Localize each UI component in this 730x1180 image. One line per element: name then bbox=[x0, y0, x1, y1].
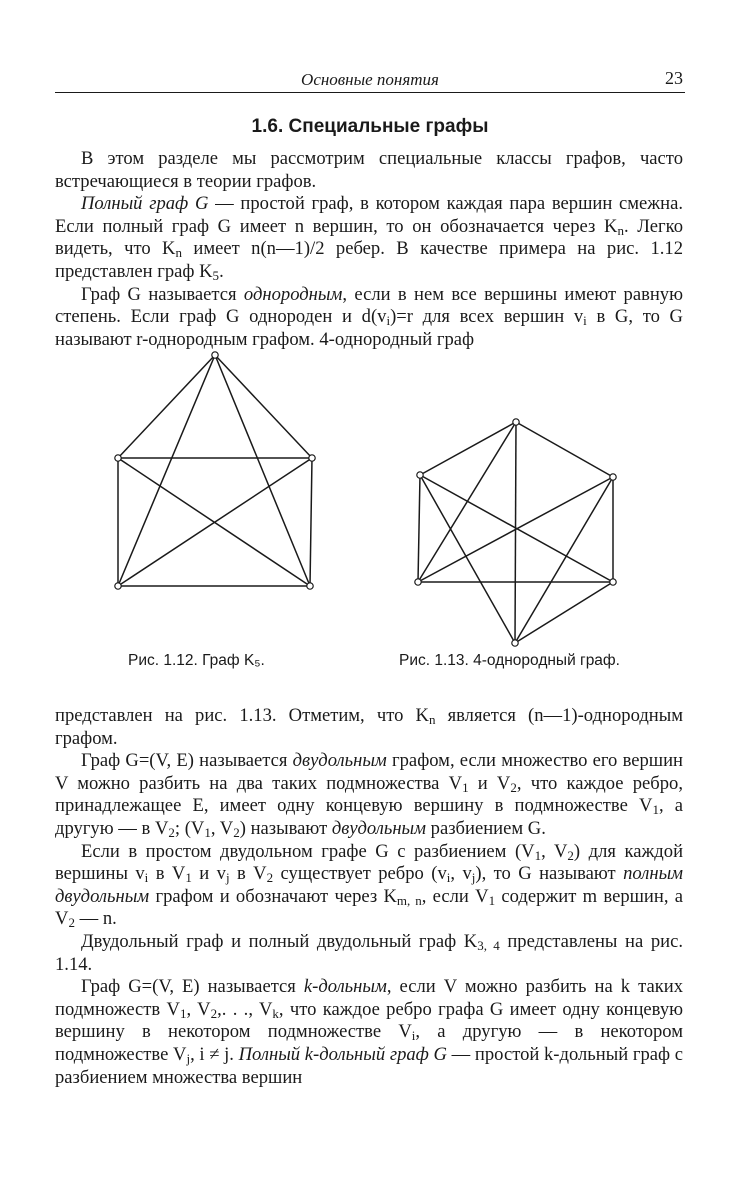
subscript: 2 bbox=[168, 824, 175, 840]
vertex bbox=[417, 472, 423, 478]
running-header bbox=[55, 68, 685, 93]
subscript: 2 bbox=[233, 824, 240, 840]
edge bbox=[215, 355, 312, 458]
text-run: содержит m вершин, а V bbox=[55, 885, 684, 930]
text-run: имеет n(n—1)/2 ребер. В качестве примера на рис. 1.12 представлен граф K bbox=[55, 238, 684, 282]
edge bbox=[118, 355, 215, 458]
subscript: 3, 4 bbox=[477, 937, 500, 953]
term-bipartite: двудольным bbox=[292, 750, 387, 772]
page-number: 23 bbox=[665, 68, 683, 88]
subscript: k bbox=[272, 1005, 279, 1021]
subscript: 1 bbox=[534, 847, 542, 863]
term-complete-k-partite: Полный k-дольный граф G bbox=[238, 1043, 447, 1065]
text-run: , V bbox=[541, 840, 568, 862]
term-bipartition: двудольным bbox=[331, 817, 427, 839]
subscript: n bbox=[175, 245, 182, 261]
subscript: j bbox=[471, 870, 476, 886]
text-block-top bbox=[55, 148, 683, 351]
subscript: 2 bbox=[210, 1005, 218, 1021]
text-run: ) для каждой вершины v bbox=[55, 840, 684, 885]
paragraph-intro: В этом разделе мы рассмотрим специальные классы графов, часто встречающиеся в теории графов. bbox=[55, 148, 683, 192]
subscript: i bbox=[411, 1028, 416, 1044]
paragraph-complete-graph bbox=[55, 193, 683, 283]
text-run: ), то G называют bbox=[475, 863, 624, 885]
text-run: , что каждое ребро графа G имеет одну концевую вершину в некотором подмножестве V bbox=[55, 998, 684, 1043]
paragraph-continuation bbox=[55, 705, 683, 750]
text-run: разбиением G. bbox=[426, 817, 546, 839]
subscript: n bbox=[428, 712, 436, 727]
text-run: , если V можно разбить на k таких подмножеств V bbox=[55, 976, 683, 1020]
term-complete-graph: Полный граф G bbox=[81, 193, 209, 215]
figure-k5 bbox=[105, 345, 330, 595]
text-run: в G, то G называют r-однородным графом. 4-однородный граф bbox=[55, 306, 683, 350]
running-title: Основные понятия bbox=[301, 70, 439, 89]
subscript: i bbox=[583, 313, 587, 329]
text-run: в V bbox=[148, 863, 186, 885]
vertex bbox=[212, 352, 218, 358]
vertex bbox=[610, 474, 616, 480]
subscript: 2 bbox=[510, 779, 517, 795]
vertex bbox=[309, 455, 315, 461]
vertex bbox=[115, 455, 121, 461]
text-run: в V bbox=[229, 863, 267, 885]
text-run: — простой k-дольный граф с разбиением множества вершин bbox=[55, 1043, 683, 1088]
vertex bbox=[307, 583, 313, 589]
text-run: Если в простом двудольном графе G с разбиением (V bbox=[81, 840, 535, 862]
subscript: 1 bbox=[204, 824, 211, 840]
text-run: представлен на рис. 1.13. Отметим, что K bbox=[55, 705, 429, 726]
text-run: , а другую — в V bbox=[55, 795, 683, 839]
subscript: 1 bbox=[179, 1005, 187, 1021]
text-run: . bbox=[219, 260, 224, 282]
text-run: Граф G=(V, E) называется bbox=[81, 750, 293, 772]
subscript: i bbox=[144, 870, 149, 886]
vertex bbox=[513, 419, 519, 425]
text-run: — n. bbox=[74, 908, 117, 930]
subscript: m, n bbox=[396, 892, 422, 908]
edge bbox=[516, 422, 613, 477]
text-run: . Легко видеть, что K bbox=[55, 215, 684, 260]
text-run: — простой граф, в котором каждая пара вершин смежна. Если полный граф G имеет n вершин, то он обозначается через K bbox=[55, 193, 684, 237]
figure-caption-1-13: Рис. 1.13. 4-однородный граф. bbox=[399, 652, 620, 669]
vertex bbox=[512, 640, 518, 646]
paragraph-regular-graph bbox=[55, 284, 683, 352]
text-run: , если в нем все вершины имеют равную степень. Если граф G однороден и d(v bbox=[55, 283, 683, 328]
term-complete-bipartite: полным двудольным bbox=[55, 863, 684, 907]
text-run: , V bbox=[210, 817, 234, 839]
subscript: 2 bbox=[68, 915, 75, 931]
text-run: , если V bbox=[421, 885, 489, 907]
edge bbox=[420, 422, 516, 475]
paragraph-k-partite bbox=[55, 976, 683, 1089]
term-k-partite: k-дольным bbox=[303, 976, 387, 998]
text-run: и v bbox=[191, 863, 226, 885]
paragraph-k34 bbox=[55, 931, 683, 976]
text-run: ,. . ., V bbox=[217, 998, 273, 1020]
text-run: существует ребро (v bbox=[273, 863, 447, 885]
subscript: j bbox=[186, 1050, 191, 1066]
section-title: 1.6. Специальные графы bbox=[251, 116, 489, 137]
edge bbox=[118, 355, 215, 586]
subscript: j bbox=[225, 870, 230, 886]
text-block-bottom bbox=[55, 705, 683, 1089]
edge bbox=[215, 355, 310, 586]
text-run: ) называют bbox=[239, 817, 332, 839]
subscript: 2 bbox=[567, 847, 574, 863]
edge bbox=[310, 458, 312, 586]
text-run: )=r для всех вершин v bbox=[390, 306, 584, 328]
text-run: Двудольный граф и полный двудольный граф K bbox=[81, 930, 478, 952]
edge bbox=[515, 582, 613, 643]
figure-4-regular bbox=[405, 410, 630, 655]
subscript: n bbox=[617, 222, 624, 238]
text-run: является (n—1)-однородным графом. bbox=[55, 705, 683, 749]
edge bbox=[418, 475, 420, 582]
paragraph-complete-bipartite bbox=[55, 841, 683, 931]
text-run: представлены на рис. 1.14. bbox=[55, 930, 684, 975]
vertex bbox=[610, 579, 616, 585]
figure-caption-1-12: Рис. 1.12. Граф K₅. bbox=[128, 652, 265, 669]
edge bbox=[515, 477, 613, 643]
text-run: графом и обозначают через K bbox=[149, 885, 397, 907]
subscript: 1 bbox=[488, 892, 496, 908]
vertex bbox=[115, 583, 121, 589]
edge bbox=[515, 422, 516, 643]
text-run: и V bbox=[468, 772, 511, 794]
subscript: 1 bbox=[652, 802, 659, 818]
text-run: Граф G=(V, E) называется bbox=[81, 976, 304, 998]
vertex bbox=[415, 579, 421, 585]
subscript: i bbox=[446, 870, 451, 886]
subscript: 1 bbox=[185, 870, 192, 886]
subscript: 1 bbox=[462, 779, 469, 795]
text-run: , а другую — в некотором подмножестве V bbox=[55, 1021, 684, 1065]
text-run: , v bbox=[450, 863, 472, 885]
paragraph-bipartite bbox=[55, 750, 683, 840]
text-run: Граф G называется bbox=[81, 283, 244, 305]
text-run: , V bbox=[186, 998, 211, 1020]
subscript: 2 bbox=[266, 870, 274, 886]
text-run: ; (V bbox=[174, 817, 205, 839]
subscript: i bbox=[386, 313, 391, 329]
term-regular: однородным bbox=[243, 283, 343, 305]
subscript: 5 bbox=[212, 267, 220, 283]
text-run: , i ≠ j. bbox=[190, 1043, 239, 1065]
text-run: , что каждое ребро, принадлежащее E, имеет одну концевую вершину в подмножестве V bbox=[55, 772, 683, 817]
text-run: графом, если множество его вершин V можно разбить на два таких подмножества V bbox=[55, 750, 684, 794]
